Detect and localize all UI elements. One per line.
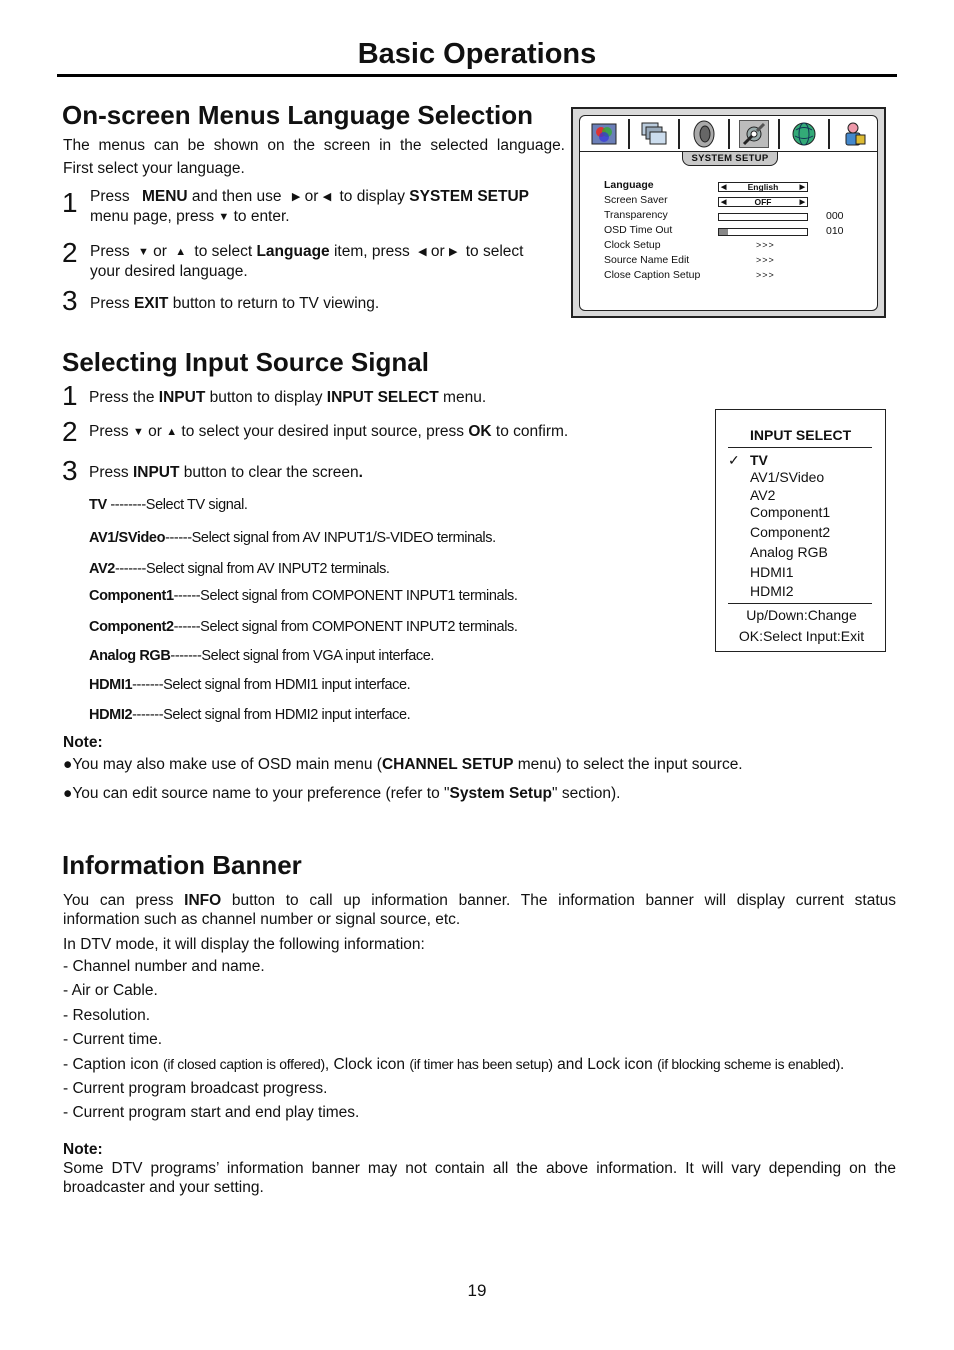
language-step3: Press EXIT button to return to TV viewing. — [90, 295, 380, 312]
speaker-icon[interactable] — [689, 120, 719, 148]
close-caption-setup-submenu-indicator[interactable]: >>> — [756, 270, 775, 280]
step-number: 2 — [62, 237, 78, 268]
info-note-label: Note: — [63, 1141, 103, 1158]
info-note-line2: broadcaster and your setting. — [63, 1179, 264, 1196]
language-step2: Press ▼ or ▲ to select Language item, press ◀ or ▶ to select your desired language. — [90, 243, 524, 280]
language-intro-line1: The menus can be shown on the screen in the selected language. — [63, 137, 565, 154]
step-number: 3 — [62, 455, 78, 486]
info-list-item: - Current program broadcast progress. — [63, 1080, 328, 1097]
info-paragraph-line1: You can press INFO button to call up information banner. The information banner will display current status — [63, 892, 896, 909]
input-step1: Press the INPUT button to display INPUT SELECT menu. — [89, 389, 487, 406]
bullet-icon: ● — [63, 785, 73, 802]
input-select-hint-select-exit: OK:Select Input:Exit — [738, 628, 865, 644]
bullet-icon: ● — [63, 756, 73, 773]
step-number: 2 — [62, 416, 78, 447]
input-select-title: INPUT SELECT — [750, 427, 852, 443]
input-option-av2[interactable]: AV2 — [750, 487, 776, 503]
step-number: 1 — [62, 187, 78, 218]
info-note-line1: Some DTV programs’ information banner may not contain all the above information. It will vary depending on the — [63, 1160, 896, 1177]
input-select-osd — [715, 409, 886, 652]
down-arrow-icon: ▼ — [137, 246, 149, 258]
osd-menu-icon-bar — [580, 116, 877, 152]
left-arrow-icon: ◀ — [418, 246, 427, 258]
right-arrow-icon: ▶ — [448, 246, 458, 258]
language-section-heading: On-screen Menus Language Selection — [62, 100, 533, 130]
info-list-item: - Current time. — [63, 1031, 163, 1048]
setup-tools-icon[interactable] — [739, 120, 769, 148]
input-select-hint-change: Up/Down:Change — [746, 607, 857, 623]
info-list-item: - Air or Cable. — [63, 982, 158, 999]
input-note-bullet2: ●You can edit source name to your preference (refer to "System Setup" section). — [63, 785, 621, 802]
icon-separator — [728, 119, 730, 149]
title-divider — [57, 74, 897, 77]
icon-separator — [628, 119, 630, 149]
clock-setup-row-label[interactable]: Clock Setup — [604, 239, 661, 251]
picture-icon[interactable] — [589, 120, 619, 148]
input-section-heading: Selecting Input Source Signal — [62, 347, 429, 377]
down-arrow-icon: ▼ — [132, 426, 144, 438]
menu-key-label: MENU — [141, 188, 188, 205]
icon-separator — [778, 119, 780, 149]
down-arrow-icon: ▼ — [218, 211, 230, 223]
input-note-bullet1: ●You may also make use of OSD main menu (CHANNEL SETUP menu) to select the input source. — [63, 756, 743, 773]
icon-separator — [678, 119, 680, 149]
step-number: 3 — [62, 285, 78, 316]
input-option-hdmi1[interactable]: HDMI1 — [750, 564, 794, 580]
window-icon[interactable] — [639, 120, 669, 148]
language-selector[interactable]: ◀ English ▶ — [718, 182, 808, 192]
info-list-item: - Resolution. — [63, 1007, 151, 1024]
osd-timeout-slider-fill — [719, 229, 728, 235]
step-number: 1 — [62, 380, 78, 411]
transparency-row-label[interactable]: Transparency — [604, 209, 668, 221]
transparency-value: 000 — [826, 210, 844, 222]
source-desc-av1: AV1/SVideo------Select signal from AV INPUT1/S-VIDEO terminals. — [89, 530, 496, 546]
input-select-divider — [728, 603, 872, 604]
page-title: Basic Operations — [357, 38, 597, 70]
page-number: 19 — [467, 1281, 487, 1300]
source-name-edit-submenu-indicator[interactable]: >>> — [756, 255, 775, 265]
close-caption-setup-row-label[interactable]: Close Caption Setup — [604, 269, 701, 281]
system-setup-panel — [579, 115, 878, 311]
system-setup-osd — [571, 107, 886, 318]
source-desc-hdmi1: HDMI1-------Select signal from HDMI1 input interface. — [89, 677, 411, 693]
left-arrow-icon: ◀ — [322, 191, 332, 203]
language-intro-line2: First select your language. — [63, 160, 245, 177]
checkmark-icon: ✓ — [728, 452, 740, 468]
info-paragraph-line2: information such as channel number or signal source, etc. — [63, 911, 461, 928]
source-desc-tv: TV --------Select TV signal. — [89, 497, 248, 513]
osd-timeout-row-label[interactable]: OSD Time Out — [604, 224, 673, 236]
icon-separator — [828, 119, 830, 149]
transparency-slider[interactable] — [718, 213, 808, 221]
info-dtv-intro: In DTV mode, it will display the following information: — [63, 936, 425, 953]
source-desc-hdmi2: HDMI2-------Select signal from HDMI2 input interface. — [89, 707, 411, 723]
source-desc-component2: Component2------Select signal from COMPONENT INPUT2 terminals. — [89, 619, 518, 635]
globe-icon[interactable] — [789, 120, 819, 148]
input-option-component2[interactable]: Component2 — [750, 524, 831, 540]
up-arrow-icon: ▲ — [175, 246, 187, 258]
up-arrow-icon: ▲ — [166, 426, 178, 438]
info-section-heading: Information Banner — [62, 850, 302, 880]
input-select-divider — [728, 447, 872, 448]
source-desc-av2: AV2-------Select signal from AV INPUT2 terminals. — [89, 561, 390, 577]
input-option-tv[interactable]: TV — [750, 452, 768, 468]
input-option-analog-rgb[interactable]: Analog RGB — [750, 544, 828, 560]
input-option-av1[interactable]: AV1/SVideo — [750, 469, 825, 485]
right-arrow-icon: ▶ — [291, 191, 301, 203]
info-list-item: - Channel number and name. — [63, 958, 265, 975]
clock-setup-submenu-indicator[interactable]: >>> — [756, 240, 775, 250]
input-step2: Press ▼ or ▲ to select your desired input source, press OK to confirm. — [89, 423, 569, 440]
language-step1: Press MENU and then use ▶ or ◀ to display SYSTEM SETUP menu page, press ▼ to enter. — [90, 188, 529, 225]
source-desc-analog-rgb: Analog RGB-------Select signal from VGA input interface. — [89, 648, 435, 664]
source-desc-component1: Component1------Select signal from COMPONENT INPUT1 terminals. — [89, 588, 518, 604]
info-list-item-icons: - Caption icon (if closed caption is offered), Clock icon (if timer has been setup) and Lock icon (if blocking scheme is enabled). — [63, 1056, 845, 1073]
osd-timeout-value: 010 — [826, 225, 844, 237]
input-step3: Press INPUT button to clear the screen. — [89, 464, 363, 481]
input-note-label: Note: — [63, 734, 103, 751]
osd-timeout-slider[interactable] — [718, 228, 808, 236]
source-name-edit-row-label[interactable]: Source Name Edit — [604, 254, 690, 266]
input-option-hdmi2[interactable]: HDMI2 — [750, 583, 794, 599]
input-option-component1[interactable]: Component1 — [750, 504, 831, 520]
language-row-label[interactable]: Language — [604, 179, 654, 191]
parental-lock-icon[interactable] — [839, 120, 869, 148]
info-list-item: - Current program start and end play times. — [63, 1104, 360, 1121]
screen-saver-selector[interactable]: ◀ OFF ▶ — [718, 197, 808, 207]
system-setup-tab: SYSTEM SETUP — [682, 152, 778, 166]
screen-saver-row-label[interactable]: Screen Saver — [604, 194, 668, 206]
